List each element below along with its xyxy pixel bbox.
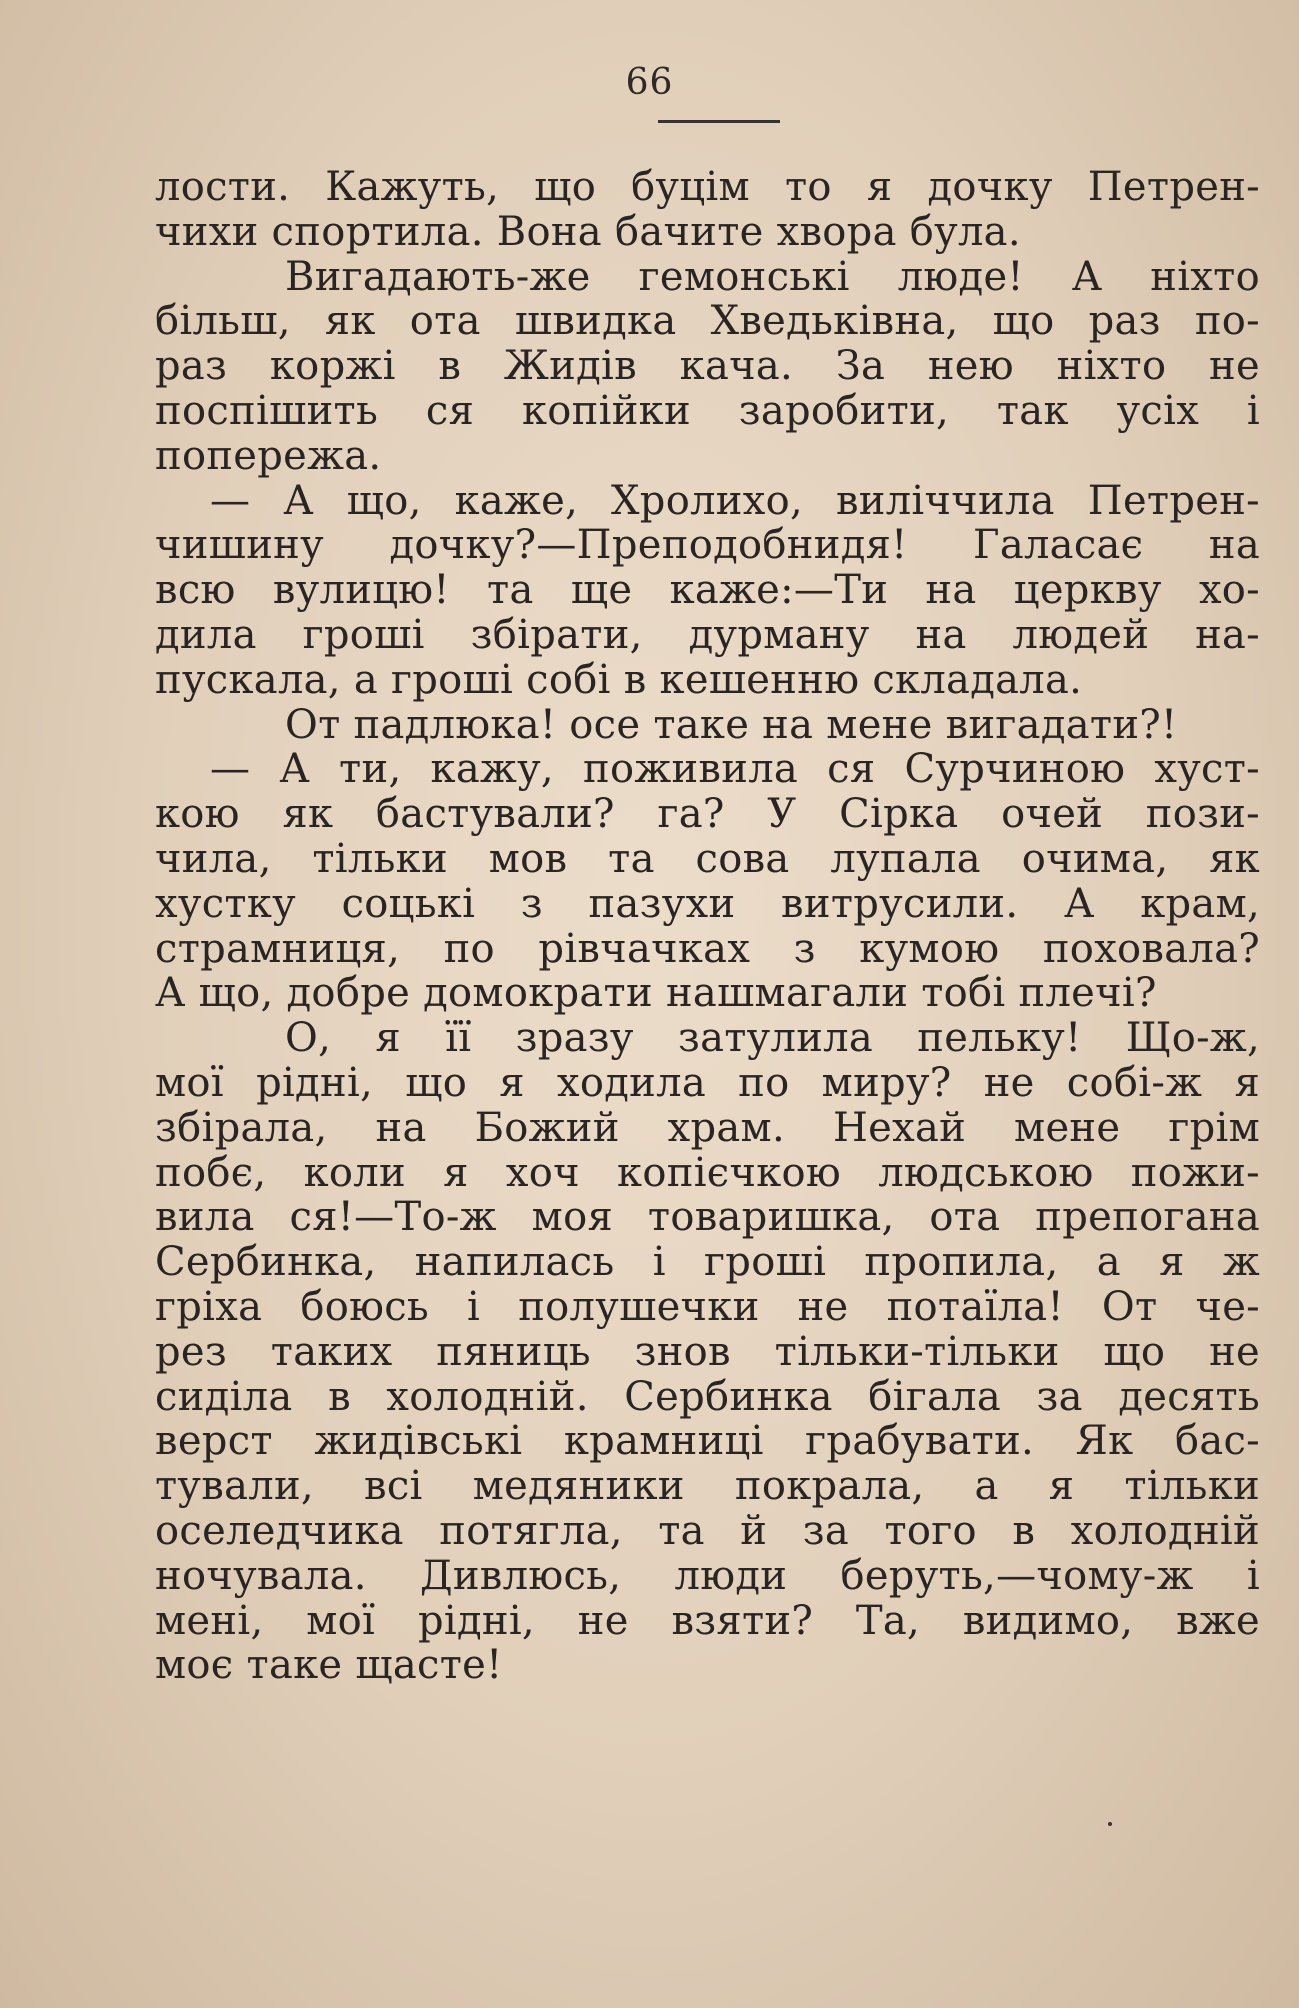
- text-line: ночувала. Дивлюсь, люди беруть,—чому-ж і: [155, 1552, 1260, 1599]
- paragraph: [155, 1016, 1260, 1688]
- text-line: мої рідні, що я ходила по миру? не собі-ж я: [155, 1059, 1260, 1106]
- page-number: 66: [625, 62, 674, 103]
- text-line: Вигадають-же гемонські люде! А ніхто: [285, 253, 1260, 300]
- text-line: Сербинка, напилась і гроші пропила, а я ж: [155, 1239, 1260, 1286]
- paragraph: [155, 479, 1260, 703]
- text-line: пускала, а гроші собі в кешенню складала.: [155, 656, 1083, 703]
- text-line: всю вулицю! та ще каже:—Ти на церкву хо-: [155, 567, 1260, 614]
- text-line: попережа.: [155, 432, 382, 479]
- paragraph: [155, 747, 1260, 1016]
- text-line: — А що, каже, Хролихо, виліччила Петрен-: [210, 477, 1260, 524]
- text-line: О, я її зразу затулила пельку! Що-ж,: [285, 1015, 1260, 1062]
- text-line: кою як бастували? га? У Сірка очей пози-: [155, 791, 1260, 838]
- body-text: [155, 165, 1260, 1688]
- text-line: мені, мої рідні, не взяти? Та, видимо, вже: [155, 1597, 1260, 1644]
- text-line: оселедчика потягла, та й за того в холодній: [155, 1507, 1260, 1554]
- text-line: страмниця, по рівчачках з кумою поховала?: [155, 925, 1260, 972]
- text-line: лости. Кажуть, що буцім то я дочку Петрен-: [155, 164, 1260, 210]
- text-line: верст жидівські крамниці грабувати. Як бас-: [155, 1418, 1260, 1465]
- paragraph: [155, 703, 1260, 748]
- text-line: вила ся!—То-ж моя товаришка, ота препогана: [155, 1194, 1260, 1241]
- text-line: побє, коли я хоч копієчкою людською пожи-: [155, 1149, 1260, 1196]
- text-line: більш, як ота швидка Хведьківна, що раз по-: [155, 298, 1260, 345]
- text-line: дила гроші збірати, дурману на людей на-: [155, 611, 1260, 658]
- text-line: чихи спортила. Вона бачите хвора була.: [155, 208, 1021, 255]
- paragraph: [155, 165, 1260, 255]
- text-line: чишину дочку?—Преподобнидя! Галасає на: [155, 522, 1260, 569]
- text-line: раз коржі в Жидів кача. За нею ніхто не: [155, 343, 1260, 390]
- page-number-rule: [658, 120, 780, 123]
- text-line: А що, добре домократи нашмагали тобі плечі?: [155, 970, 1157, 1017]
- text-line: хустку соцькі з пазухи витрусили. А крам,: [155, 880, 1260, 927]
- paragraph: [155, 255, 1260, 479]
- text-line: тували, всі медяники покрала, а я тільки: [155, 1463, 1260, 1510]
- text-line: чила, тільки мов та сова лупала очима, як: [155, 835, 1260, 882]
- text-line: гріха боюсь і полушечки не потаїла! От че-: [155, 1283, 1260, 1330]
- text-line: сиділа в холодній. Сербинка бігала за десять: [155, 1373, 1260, 1420]
- text-line: поспішить ся копійки заробити, так усіх і: [155, 387, 1260, 434]
- text-line: От падлюка! осе таке на мене вигадати?!: [285, 701, 1178, 748]
- text-line: — А ти, кажу, поживила ся Сурчиною хуст-: [210, 746, 1260, 793]
- text-line: рез таких пяниць знов тільки-тільки що не: [155, 1328, 1260, 1375]
- text-line: моє таке щасте!: [155, 1642, 503, 1689]
- text-line: збірала, на Божий храм. Нехай мене грім: [155, 1104, 1260, 1151]
- ink-speck: [1108, 1822, 1112, 1826]
